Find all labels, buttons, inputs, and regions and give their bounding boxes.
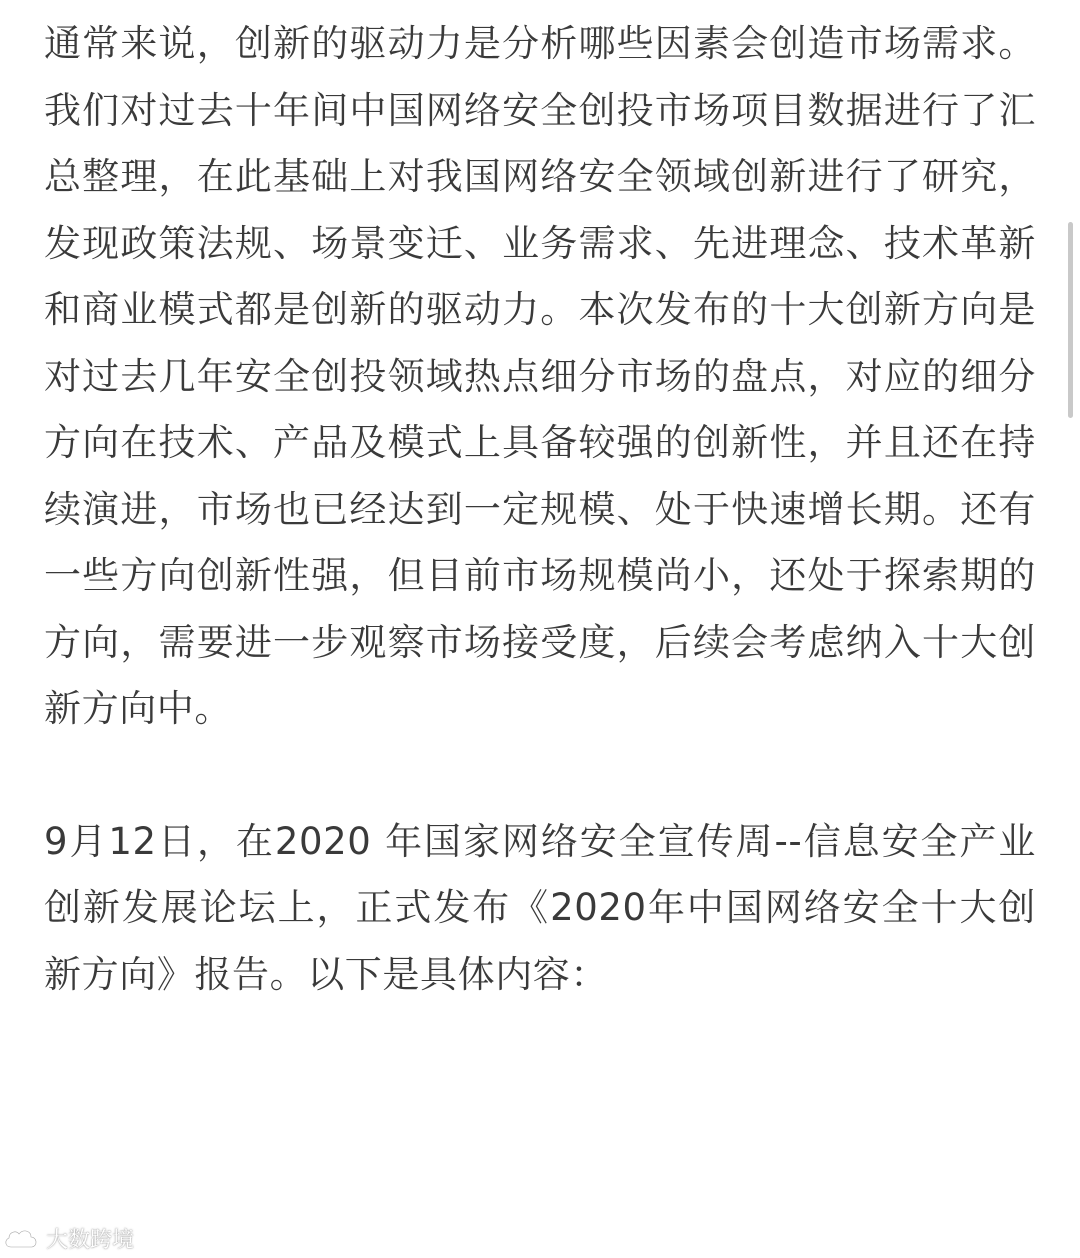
article-body (44, 11, 1036, 1008)
paragraph-innovation-drivers: 通常来说，创新的驱动力是分析哪些因素会创造市场需求。我们对过去十年间中国网络安全创投市场项目数据进行了汇总整理，在此基础上对我国网络安全领域创新进行了研究，发现政策法规、场景变迁、业务需求、先进理念、技术革新和商业模式都是创新的驱动力。本次发布的十大创新方向是对过去几年安全创投领域热点细分市场的盘点，对应的细分方向在技术、产品及模式上具备较强的创新性，并且还在持续演进，市场也已经达到一定规模、处于快速增长期。还有一些方向创新性强，但目前市场规模尚小，还处于探索期的方向，需要进一步观察市场接受度，后续会考虑纳入十大创新方向中。 (44, 22, 1036, 730)
watermark-text: 大数跨境 (46, 1228, 135, 1253)
cloud-logo-icon (2, 1226, 42, 1252)
paragraph-report-release: 9月12日，在2020 年国家网络安全宣传周--信息安全产业创新发展论坛上，正式发布《2020年中国网络安全十大创新方向》报告。以下是具体内容： (44, 819, 1036, 996)
scrollbar-thumb[interactable] (1068, 222, 1073, 418)
watermark (2, 1223, 134, 1254)
